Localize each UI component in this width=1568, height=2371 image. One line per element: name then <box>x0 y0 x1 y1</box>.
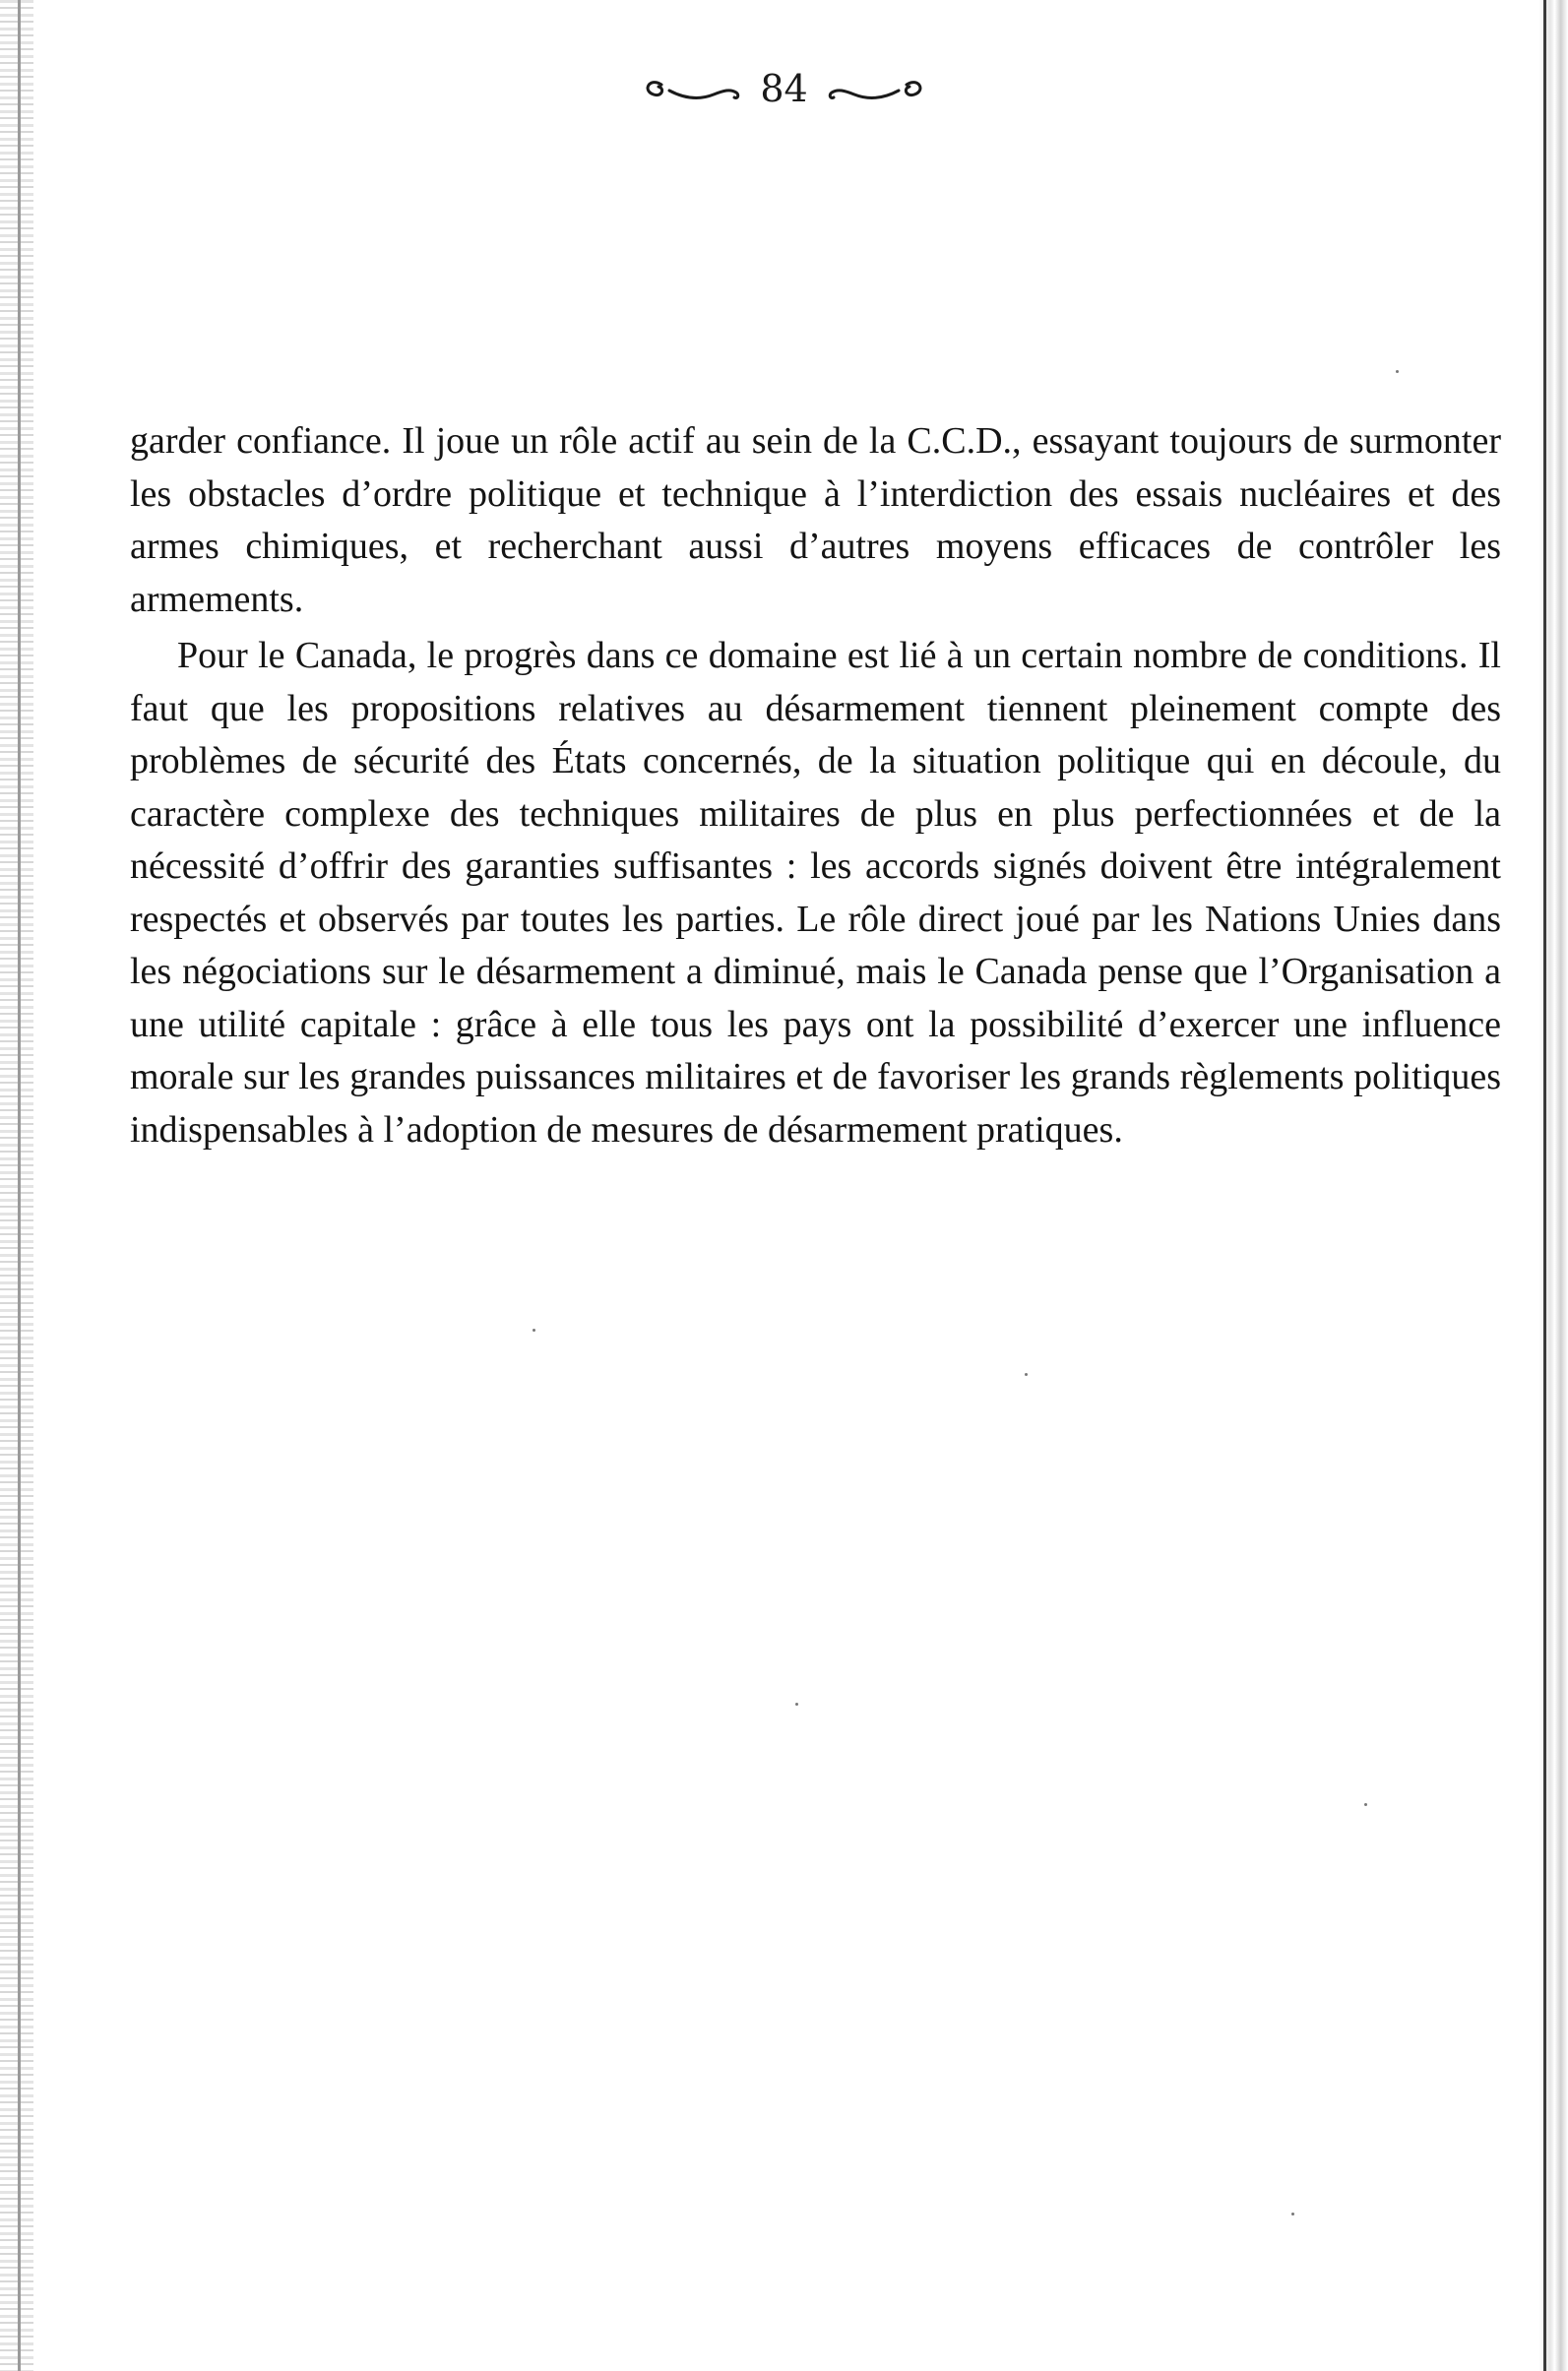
paragraph-continuation: garder confiance. Il joue un rôle actif au sein de la C.C.D., essayant toujours de surmonter les obstacles d’ordre politique et technique à l’interdiction des essais nucléaires et des armes chimiques, et recherchant aussi d’autres moyens efficaces de contrôler les armements. <box>130 420 1501 620</box>
running-header <box>0 59 1568 118</box>
scan-speck <box>533 1329 535 1332</box>
right-margin-rule <box>1543 0 1546 2371</box>
scan-speck <box>1291 2213 1294 2215</box>
page-number: 84 <box>760 67 808 110</box>
body-text <box>130 415 1501 1156</box>
paragraph-canada-disarmament: Pour le Canada, le progrès dans ce domaine est lié à un certain nombre de conditions. Il faut que les propositions relatives au désarmement tiennent pleinement compte des problèmes de sécurité des États concernés, de la situation politique qui en découle, du caractère complexe des techniques militaires de plus en plus perfectionnées et de la nécessité d’offrir des garanties suffisantes : les accords signés doivent être intégralement respectés et observés par toutes les parties. Le rôle direct joué par les Nations Unies dans les négociations sur le désarmement a diminué, mais le Canada pense que l’Organisation a une utilité capitale : grâce à elle tous les pays ont la possibilité d’exercer une influence morale sur les grandes puissances militaires et de favoriser les grands règlements politiques indispensables à l’adoption de mesures de désarmement pratiques. <box>130 635 1501 1151</box>
scan-speck <box>1025 1373 1028 1376</box>
scan-speck <box>795 1703 798 1706</box>
left-binding-edge <box>0 0 33 2371</box>
scan-speck <box>1396 370 1399 373</box>
left-margin-rule <box>18 0 21 2371</box>
right-flourish-icon <box>820 69 928 108</box>
scan-speck <box>1364 1803 1367 1806</box>
left-flourish-icon <box>640 69 748 108</box>
